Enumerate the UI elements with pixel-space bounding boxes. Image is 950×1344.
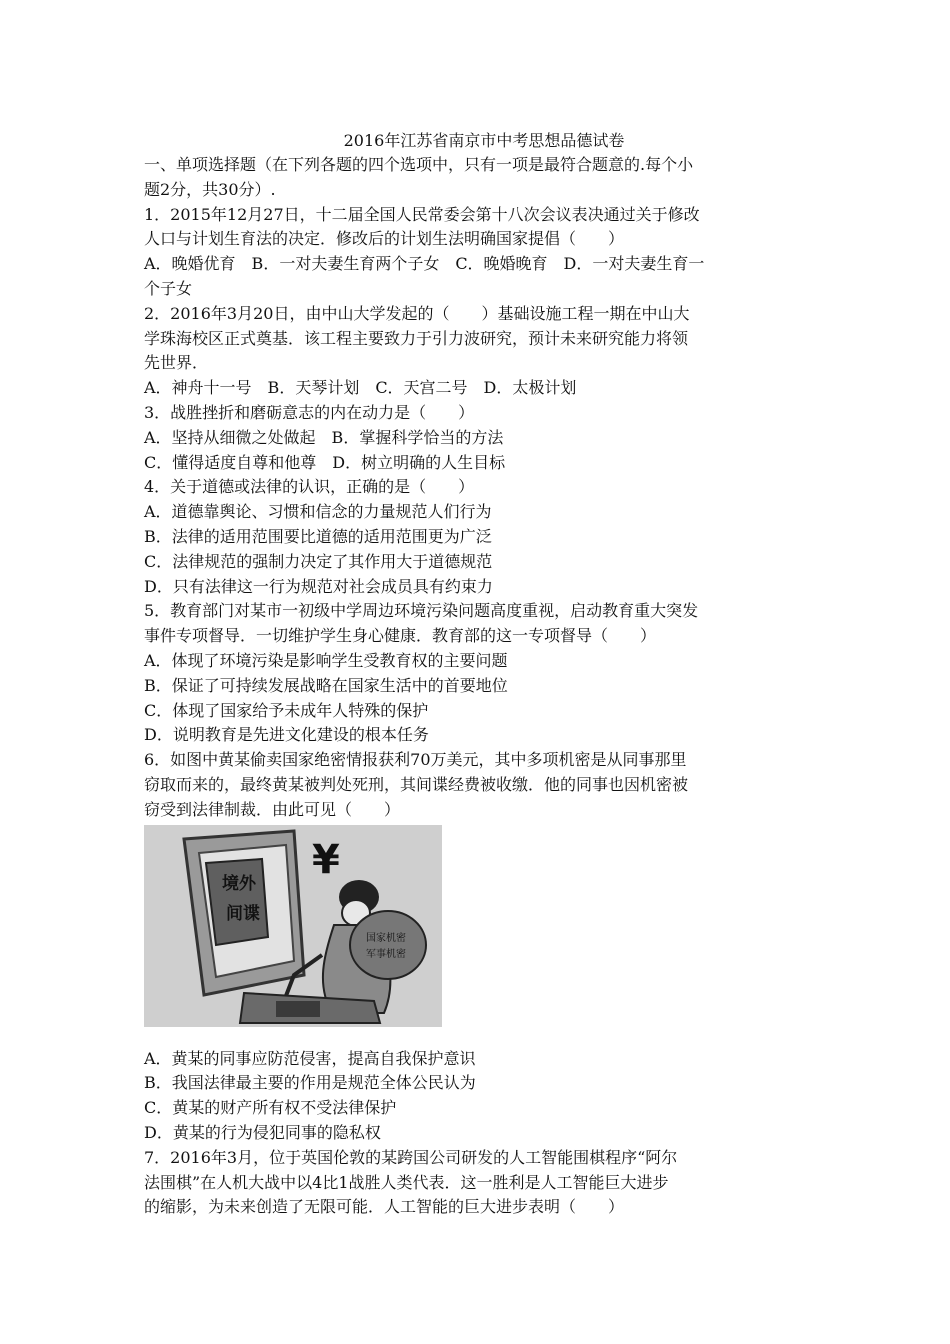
exam-title: 2016年江苏省南京市中考思想品德试卷 bbox=[343, 131, 625, 150]
question-4-option-a: A．道德靠舆论、习惯和信念的力量规范人们行为 bbox=[144, 502, 492, 522]
screen-text-line-2: 间谍 bbox=[226, 903, 260, 924]
question-7 bbox=[144, 1146, 808, 1220]
question-4-option-b: B．法律的适用范围要比道德的适用范围更为广泛 bbox=[144, 526, 492, 546]
question-3-stem: 3．战胜挫折和磨砺意志的内在动力是（ ） bbox=[144, 402, 475, 422]
question-7-stem: 7．2016年3月，位于英国伦敦的某跨国公司研发的人工智能围棋程序“阿尔 bbox=[144, 1147, 678, 1167]
exam-content bbox=[144, 128, 808, 1220]
question-5 bbox=[144, 599, 808, 748]
question-6 bbox=[144, 748, 808, 1146]
bag-text-line-2: 军事机密 bbox=[366, 948, 406, 960]
question-7-stem: 法围棋”在人机大战中以4比1战胜人类代表．这一胜利是人工智能巨大进步 bbox=[144, 1172, 669, 1192]
section-heading: 一、单项选择题（在下列各题的四个选项中，只有一项是最符合题意的.每个小 题2分，共30分）. bbox=[144, 155, 694, 199]
yen-icon: ¥ bbox=[312, 836, 340, 883]
question-4-option-c: C．法律规范的强制力决定了其作用大于道德规范 bbox=[144, 551, 493, 571]
question-6-option-d: D．黄某的行为侵犯同事的隐私权 bbox=[144, 1122, 381, 1142]
question-1-options: A．晚婚优育 B．一对夫妻生育两个子女 C．晚婚晚育 D．一对夫妻生育一 bbox=[144, 254, 705, 274]
question-3 bbox=[144, 401, 808, 475]
question-6-stem: 6．如图中黄某偷卖国家绝密情报获利70万美元，其中多项机密是从同事那里 bbox=[144, 750, 687, 770]
question-5-option-b: B．保证了可持续发展战略在国家生活中的首要地位 bbox=[144, 675, 508, 695]
question-6-option-b: B．我国法律最主要的作用是规范全体公民认为 bbox=[144, 1073, 476, 1093]
question-2 bbox=[144, 302, 808, 401]
question-1 bbox=[144, 203, 808, 302]
bag-text-line-1: 国家机密 bbox=[366, 932, 406, 944]
question-5-option-c: C．体现了国家给予未成年人特殊的保护 bbox=[144, 700, 429, 720]
question-3-option: C．懂得适度自尊和他尊 D．树立明确的人生目标 bbox=[144, 452, 506, 472]
question-1-stem: 人口与计划生育法的决定．修改后的计划生法明确国家提倡（ ） bbox=[144, 229, 625, 249]
question-3-option: A．坚持从细微之处做起 B．掌握科学恰当的方法 bbox=[144, 427, 504, 447]
question-1-stem: 1．2015年12月27日，十二届全国人民常委会第十八次会议表决通过关于修改 bbox=[144, 204, 700, 224]
question-4 bbox=[144, 475, 808, 599]
question-6-option-a: A．黄某的同事应防范侵害，提高自我保护意识 bbox=[144, 1048, 476, 1068]
question-6-stem: 窃取而来的，最终黄某被判处死刑，其间谍经费被收缴．他的同事也因机密被 bbox=[144, 774, 689, 794]
question-6-stem: 窃受到法律制裁．由此可见（ ） bbox=[144, 799, 401, 819]
question-4-option-d: D．只有法律这一行为规范对社会成员具有约束力 bbox=[144, 576, 493, 596]
spy-cartoon-illustration bbox=[144, 825, 442, 1027]
question-5-stem: 5．教育部门对某市一初级中学周边环境污染问题高度重视，启动教育重大突发 bbox=[144, 601, 699, 621]
question-2-stem: 2．2016年3月20日，由中山大学发起的（ ）基础设施工程一期在中山大 bbox=[144, 303, 690, 323]
question-2-stem: 先世界． bbox=[144, 353, 209, 373]
question-5-stem: 事件专项督导．一切维护学生身心健康．教育部的这一专项督导（ ） bbox=[144, 626, 657, 646]
question-7-stem: 的缩影，为未来创造了无限可能．人工智能的巨大进步表明（ ） bbox=[144, 1197, 625, 1217]
question-2-options: A．神舟十一号 B．天琴计划 C．天宫二号 D．太极计划 bbox=[144, 378, 577, 398]
question-5-option-d: D．说明教育是先进文化建设的根本任务 bbox=[144, 725, 429, 745]
question-4-stem: 4．关于道德或法律的认识，正确的是（ ） bbox=[144, 477, 475, 497]
spy-cartoon-image bbox=[144, 825, 442, 1027]
screen-text-line-1: 境外 bbox=[222, 873, 256, 894]
question-1-options: 个子女 bbox=[144, 278, 193, 298]
question-5-option-a: A．体现了环境污染是影响学生受教育权的主要问题 bbox=[144, 650, 508, 670]
question-6-option-c: C．黄某的财产所有权不受法律保护 bbox=[144, 1098, 397, 1118]
question-2-stem: 学珠海校区正式奠基．该工程主要致力于引力波研究，预计未来研究能力将领 bbox=[144, 328, 689, 348]
